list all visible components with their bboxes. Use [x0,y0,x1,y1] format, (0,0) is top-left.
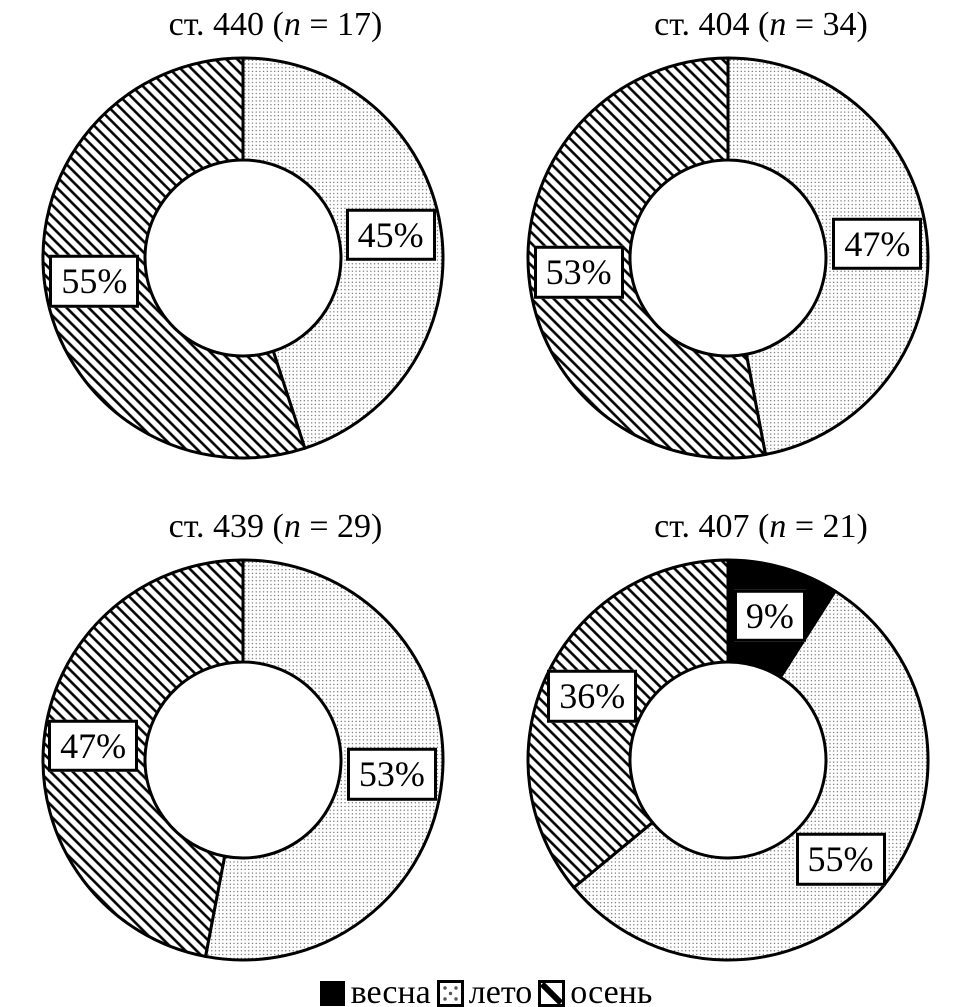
title-text: = 34) [786,6,868,43]
spring-solid-square-icon [319,980,346,1007]
slice-label: 45% [346,208,436,260]
title-n-italic: n [769,6,787,43]
donut-container [33,48,453,468]
title-text: ст. 407 ( [654,508,770,545]
chart-title [654,504,868,550]
slice-label: 9% [734,590,806,642]
title-text: = 17) [300,6,383,43]
slice-label: 47% [48,720,138,772]
legend [0,974,971,1007]
chart-station-407 [485,504,971,970]
chart-title [169,504,383,550]
chart-station-439 [0,504,485,970]
donut-container [518,550,938,970]
chart-station-404 [485,2,971,468]
legend-item-autumn [538,974,652,1007]
legend-item-summer [437,974,532,1007]
title-text: ст. 439 ( [168,508,284,545]
slice-label: 53% [534,246,624,298]
title-text: ст. 440 ( [168,6,284,43]
legend-label: весна [350,974,431,1007]
slice-label: 55% [796,833,886,885]
legend-label: осень [570,974,653,1007]
title-text: = 21) [786,508,868,545]
title-n-italic: n [769,508,787,545]
donut-container [518,48,938,468]
title-text: = 29) [300,508,383,545]
slice-label: 47% [832,218,922,270]
chart-station-440 [0,2,485,468]
title-text: ст. 404 ( [654,6,770,43]
chart-title [654,2,868,48]
slice-label: 53% [347,748,437,800]
summer-dotted-square-icon [437,980,464,1007]
legend-item-spring [319,974,431,1007]
title-n-italic: n [283,508,301,545]
slice-label: 36% [547,670,637,722]
autumn-hatch-square-icon [538,980,565,1007]
donut-slice-осень [528,560,728,887]
donut-svg [518,550,938,970]
chart-title [169,2,383,48]
donut-container [33,550,453,970]
slice-label: 55% [49,255,139,307]
title-n-italic: n [283,6,301,43]
legend-label: лето [468,974,533,1007]
